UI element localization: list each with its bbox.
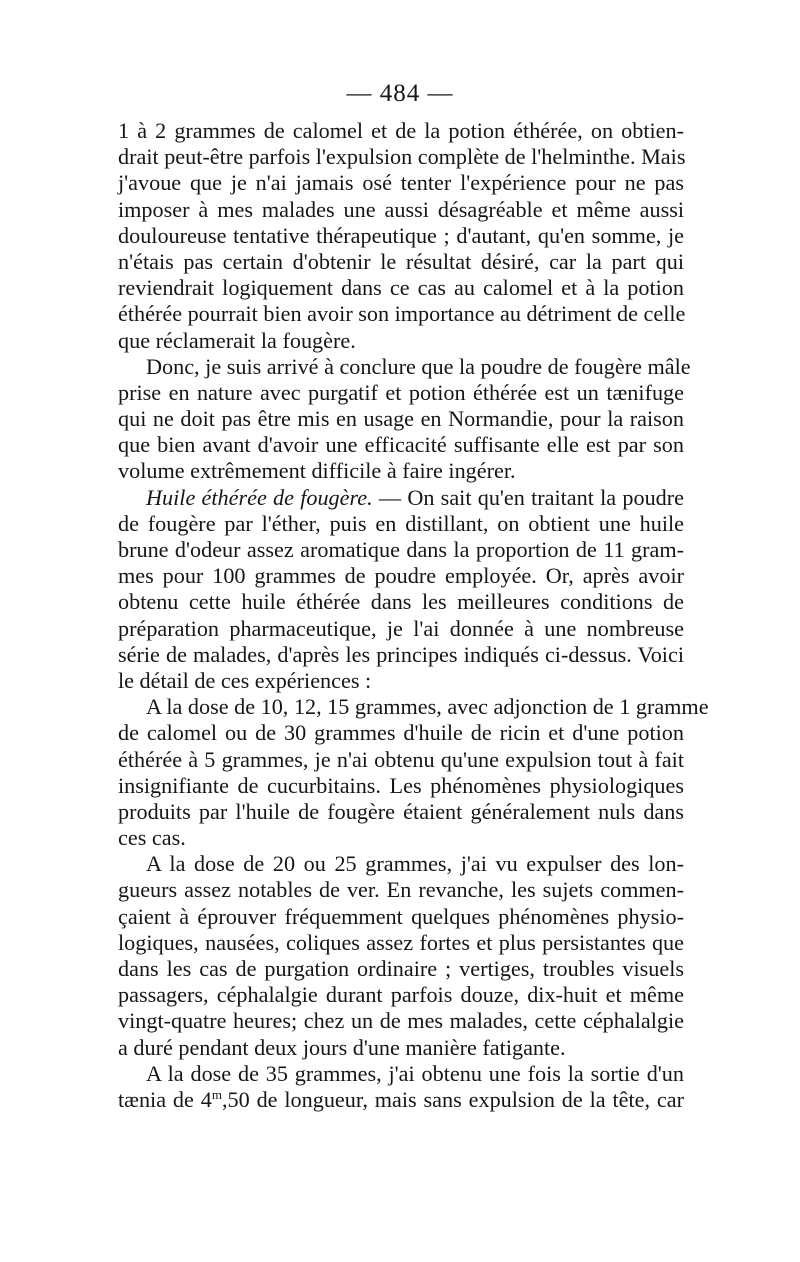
text-line: n'étais pas certain d'obtenir le résultat désiré, car la part qui bbox=[118, 248, 684, 274]
text-line: brune d'odeur assez aromatique dans la proportion de 11 gram- bbox=[118, 537, 684, 562]
text-line: imposer à mes malades une aussi désagréable et même aussi bbox=[118, 196, 684, 222]
section-heading: Huile éthérée de fougère. bbox=[146, 484, 373, 510]
text-line: préparation pharmaceutique, je l'ai donnée à une nombreuse bbox=[118, 615, 684, 641]
text-line: drait peut-être parfois l'expulsion complète de l'helminthe. Mais bbox=[118, 144, 686, 170]
text-line: éthérée à 5 grammes, je n'ai obtenu qu'une expulsion tout à fait bbox=[118, 746, 684, 772]
text-line: insignifiante de cucurbitains. Les phénomènes physiologiques bbox=[118, 772, 684, 798]
page-number: — 484 — bbox=[346, 80, 454, 107]
text-line: douloureuse tentative thérapeutique ; d'autant, qu'en somme, je bbox=[118, 222, 684, 248]
text-run: — On sait qu'en traitant la poudre bbox=[372, 484, 684, 510]
text-run: tænia de 4 bbox=[118, 1086, 212, 1112]
text-line: vingt-quatre heures; chez un de mes malades, cette céphalalgie bbox=[118, 1008, 684, 1034]
text-line: A la dose de 35 grammes, j'ai obtenu une fois la sortie d'un bbox=[146, 1060, 684, 1086]
text-line: éthérée pourrait bien avoir son importance au détriment de celle bbox=[118, 301, 686, 327]
paragraph-5 bbox=[118, 851, 684, 1061]
superscript: m bbox=[211, 1086, 222, 1102]
text-line: de fougère par l'éther, puis en distillant, on obtient une huile bbox=[118, 510, 684, 536]
paragraph-1 bbox=[118, 118, 684, 354]
text-line: passagers, céphalalgie durant parfois douze, dix-huit et même bbox=[118, 982, 684, 1008]
text-line: 1 à 2 grammes de calomel et de la potion éthérée, on obtien- bbox=[118, 118, 684, 143]
text-line bbox=[118, 1087, 684, 1113]
paragraph-3 bbox=[118, 485, 684, 695]
paragraph-6 bbox=[118, 1061, 684, 1113]
text-line: série de malades, d'après les principes indiqués ci-dessus. Voici bbox=[118, 641, 684, 667]
text-line: volume extrêmement difficile à faire ingérer. bbox=[118, 458, 516, 484]
text-line: que bien avant d'avoir une efficacité suffisante elle est par son bbox=[118, 432, 684, 458]
text-line: a duré pendant deux jours d'une manière fatigante. bbox=[118, 1034, 566, 1060]
text-line: j'avoue que je n'ai jamais osé tenter l'expérience pour ne pas bbox=[118, 170, 684, 196]
text-line: reviendrait logiquement dans ce cas au calomel et à la potion bbox=[118, 275, 684, 301]
text-line: A la dose de 10, 12, 15 grammes, avec adjonction de 1 gramme bbox=[146, 694, 709, 720]
text-line: Donc, je suis arrivé à conclure que la poudre de fougère mâle bbox=[146, 353, 691, 379]
text-run: ,50 de longueur, mais sans expulsion de la tête, car bbox=[221, 1086, 684, 1112]
text-line: ces cas. bbox=[118, 825, 186, 851]
text-line: prise en nature avec purgatif et potion éthérée est un tænifuge bbox=[118, 379, 684, 405]
text-line: qui ne doit pas être mis en usage en Normandie, pour la raison bbox=[118, 406, 684, 432]
text-line: de calomel ou de 30 grammes d'huile de ricin et d'une potion bbox=[118, 720, 684, 746]
text-line bbox=[118, 485, 684, 511]
text-line: le détail de ces expériences : bbox=[118, 667, 372, 693]
text-line: obtenu cette huile éthérée dans les meilleures conditions de bbox=[118, 589, 684, 615]
text-line: produits par l'huile de fougère étaient généralement nuls dans bbox=[118, 798, 684, 824]
paragraph-2 bbox=[118, 353, 691, 485]
text-line: mes pour 100 grammes de poudre employée. Or, après avoir bbox=[118, 563, 684, 589]
text-line: A la dose de 20 ou 25 grammes, j'ai vu expulser des lon- bbox=[146, 851, 684, 877]
paragraph-4 bbox=[118, 694, 709, 851]
text-line: gueurs assez notables de ver. En revanche, les sujets commen- bbox=[118, 877, 684, 903]
body-text bbox=[118, 118, 709, 1113]
text-line: que réclamerait la fougère. bbox=[118, 327, 356, 353]
text-line: dans les cas de purgation ordinaire ; vertiges, troubles visuels bbox=[118, 956, 684, 981]
text-line: çaient à éprouver fréquemment quelques phénomènes physio- bbox=[118, 903, 684, 929]
text-line: logiques, nausées, coliques assez fortes et plus persistantes que bbox=[118, 929, 684, 955]
